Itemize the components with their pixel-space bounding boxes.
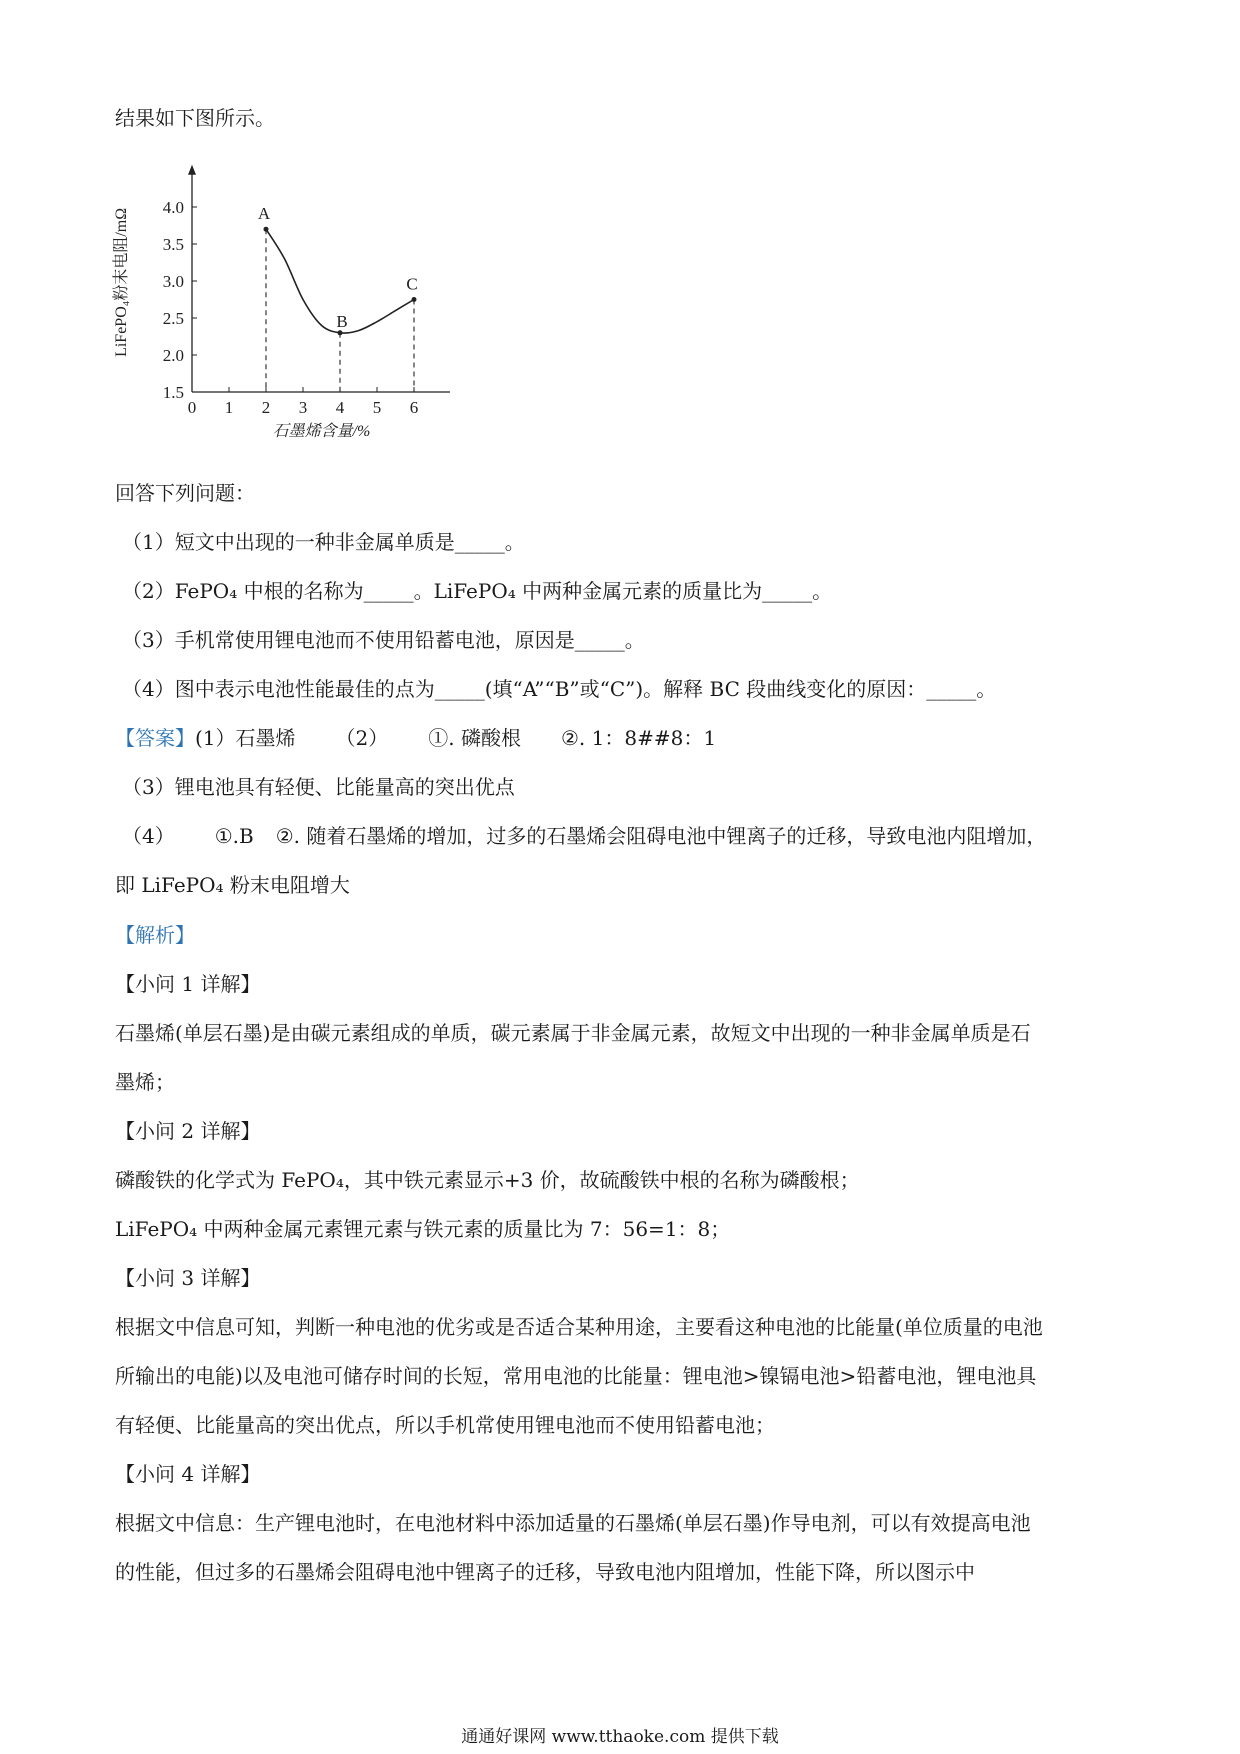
- x-tick-label: 3: [298, 398, 308, 417]
- answer-4-part-1: ①.B: [214, 824, 254, 848]
- point-label-B: B: [336, 311, 348, 331]
- y-tick-label: 2.0: [162, 346, 184, 365]
- sub-question-4-line-2: 的性能，但过多的石墨烯会阻碍电池中锂离子的迁移，导致电池内阻增加，性能下降，所以图示中: [115, 1560, 975, 1584]
- answer-1: (1）石墨烯: [195, 726, 296, 750]
- answer-line-1: [115, 723, 716, 753]
- point-label-A: A: [257, 204, 271, 224]
- y-axis-label: LiFePO₄粉末电阻/mΩ: [113, 207, 130, 357]
- data-point-C: [412, 297, 417, 302]
- x-tick-label: 4: [335, 398, 345, 417]
- resistance-chart: [110, 150, 450, 445]
- x-tick-label: 1: [224, 398, 234, 417]
- sub-question-2-line-2: LiFePO₄ 中两种金属元素锂元素与铁元素的质量比为 7：56=1：8；: [115, 1217, 731, 1241]
- x-axis-label: 石墨烯含量/%: [272, 423, 371, 440]
- sub-question-4-line-1: 根据文中信息：生产锂电池时，在电池材料中添加适量的石墨烯(单层石墨)作导电剂，可以有效提高电池: [115, 1511, 1031, 1535]
- sub-question-4-heading: 【小问 4 详解】: [115, 1462, 261, 1486]
- answer-4-part-2: ②. 随着石墨烯的增加，过多的石墨烯会阻碍电池中锂离子的迁移，导致电池内阻增加，: [275, 824, 1047, 848]
- answer-2-number: （2）: [335, 726, 389, 750]
- question-3: （3）手机常使用锂电池而不使用铅蓄电池，原因是_____。: [122, 628, 645, 652]
- answer-tag: 【答案】: [115, 726, 195, 750]
- y-tick-label: 4.0: [162, 198, 184, 217]
- sub-question-1-line-1: 石墨烯(单层石墨)是由碳元素组成的单质，碳元素属于非金属元素，故短文中出现的一种非金属单质是石: [115, 1021, 1031, 1045]
- answer-2-part-2: ②. 1：8##8：1: [560, 726, 717, 750]
- sub-question-2-heading: 【小问 2 详解】: [115, 1119, 261, 1143]
- answer-3: （3）锂电池具有轻便、比能量高的突出优点: [122, 775, 515, 799]
- page-footer: 通通好课网 www.tthaoke.com 提供下载: [461, 1727, 779, 1747]
- sub-question-3-line-3: 有轻便、比能量高的突出优点，所以手机常使用锂电池而不使用铅蓄电池；: [115, 1413, 775, 1437]
- question-2: （2）FePO₄ 中根的名称为_____。LiFePO₄ 中两种金属元素的质量比为_____。: [122, 579, 833, 603]
- data-point-A: [264, 227, 269, 232]
- question-4: （4）图中表示电池性能最佳的点为_____(填“A”“B”或“C”)。解释 BC 段曲线变化的原因：_____。: [122, 677, 997, 701]
- y-tick-label: 3.5: [162, 235, 184, 254]
- point-label-C: C: [406, 274, 418, 294]
- answer-2-part-1: ①. 磷酸根: [428, 726, 521, 750]
- y-tick-label: 1.5: [162, 383, 184, 402]
- answer-4-number: （4）: [122, 824, 175, 848]
- x-tick-label: 6: [409, 398, 419, 417]
- intro-text: 结果如下图所示。: [115, 106, 275, 130]
- x-tick-label: 2: [261, 398, 271, 417]
- question-1: （1）短文中出现的一种非金属单质是_____。: [122, 530, 525, 554]
- x-tick-label: 5: [372, 398, 382, 417]
- y-axis-arrow: [188, 165, 196, 175]
- sub-question-1-line-2: 墨烯；: [115, 1070, 175, 1094]
- questions-heading: 回答下列问题：: [115, 481, 255, 505]
- data-point-B: [338, 330, 343, 335]
- analysis-tag: 【解析】: [115, 923, 195, 947]
- sub-question-3-line-1: 根据文中信息可知，判断一种电池的优劣或是否适合某种用途，主要看这种电池的比能量(单位质量的电池: [115, 1315, 1043, 1339]
- y-tick-label: 2.5: [162, 309, 184, 328]
- sub-question-3-line-2: 所输出的电能)以及电池可储存时间的长短，常用电池的比能量：锂电池>镍镉电池>铅蓄电池，锂电池具: [115, 1364, 1037, 1388]
- y-tick-label: 3.0: [162, 272, 184, 291]
- sub-question-2-line-1: 磷酸铁的化学式为 FePO₄，其中铁元素显示+3 价，故硫酸铁中根的名称为磷酸根；: [115, 1168, 860, 1192]
- answer-4-continued: 即 LiFePO₄ 粉末电阻增大: [115, 873, 350, 897]
- answer-line-4: [122, 821, 1046, 851]
- x-tick-label: 0: [187, 398, 197, 417]
- sub-question-3-heading: 【小问 3 详解】: [115, 1266, 261, 1290]
- sub-question-1-heading: 【小问 1 详解】: [115, 972, 261, 996]
